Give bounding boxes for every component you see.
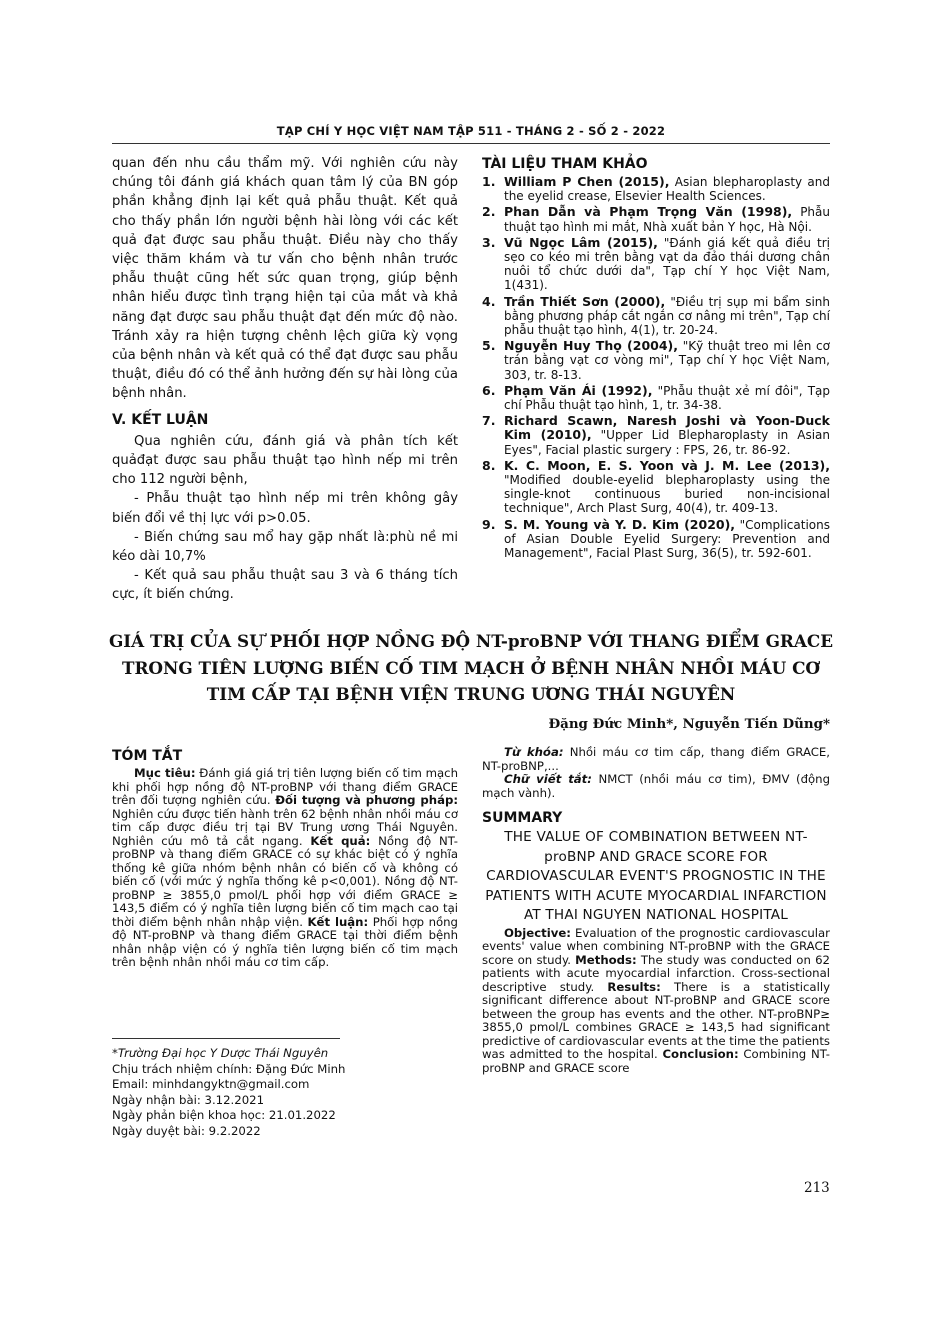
reference-item bbox=[482, 175, 830, 203]
reference-number: 3. bbox=[482, 234, 496, 250]
reference-text: "Upper Lid Blepharoplasty in Asian Eyes", Facial plastic surgery : FPS, 26, tr. 86-92. bbox=[504, 428, 831, 457]
keywords-text: Nhồi máu cơ tim cấp, thang điểm GRACE, NT-proBNP,... bbox=[482, 745, 830, 773]
reference-number: 7. bbox=[482, 413, 496, 429]
footnote-affiliation: *Trường Đại học Y Dược Thái Nguyên bbox=[112, 1046, 329, 1060]
reference-number: 4. bbox=[482, 293, 496, 309]
footnote-rule bbox=[112, 1038, 340, 1039]
reference-authors: Vũ Ngọc Lâm (2015), bbox=[504, 234, 658, 250]
footnotes bbox=[112, 1046, 412, 1140]
reference-item bbox=[482, 459, 830, 516]
objective-label: Mục tiêu: bbox=[134, 766, 196, 780]
conclusion-label: Kết luận: bbox=[307, 914, 369, 929]
reference-authors: Nguyễn Huy Thọ (2004), bbox=[504, 338, 678, 354]
article-authors: Đặng Đức Minh*, Nguyễn Tiến Dũng* bbox=[548, 716, 830, 732]
results-text: Nồng độ NT-proBNP và thang điểm GRACE có sự khác biệt có ý nghĩa thống kê giữa nhóm bệnh nhân có biến cố và không có biến cố (với mức ý nghĩa thống kê p<0,001). Nồng độ NT-proBNP ≥ 3855,0 pmol/L phối hợp với điểm GRACE ≥ 143,5 điểm có ý nghĩa tiên lượng biến cố tim mạch cao tại thời điểm bệnh nhân nhập viện. bbox=[112, 833, 458, 929]
reference-authors: William P Chen (2015), bbox=[504, 174, 670, 189]
article-title: GIÁ TRỊ CỦA SỰ PHỐI HỢP NỒNG ĐỘ NT-proBNP VỚI THANG ĐIỂM GRACE TRONG TIÊN LƯỢNG BIẾN CỐ TIM MẠCH Ở BỆNH NHÂN NHỒI MÁU CƠ TIM CẤP TẠI BỆNH VIỆN TRUNG ƯƠNG THÁI NGUYÊN bbox=[108, 631, 834, 704]
reference-item bbox=[482, 339, 830, 382]
summary-column bbox=[482, 746, 830, 1075]
abstract-body bbox=[112, 767, 458, 970]
reference-item bbox=[482, 518, 830, 561]
summary-conclusion-label: Conclusion: bbox=[662, 1047, 739, 1061]
reference-authors: K. C. Moon, E. S. Yoon và J. M. Lee (2013), bbox=[504, 457, 830, 473]
reference-item bbox=[482, 414, 830, 457]
footnote-corresponding-author: Chịu trách nhiệm chính: Đặng Đức Minh bbox=[112, 1061, 346, 1076]
header-rule bbox=[112, 143, 830, 144]
conclusion-text: Phối hợp nồng độ NT-proBNP và thang điểm GRACE tại thời điểm bệnh nhân nhập viện có ý nghĩa tiên lượng biến cố tim mạch trên bệnh nhân nhồi máu cơ tim cấp. bbox=[112, 914, 458, 969]
summary-objective-label: Objective: bbox=[504, 925, 571, 940]
footnote-review-date: Ngày phản biện khoa học: 21.01.2022 bbox=[112, 1108, 336, 1123]
reference-item bbox=[482, 205, 830, 233]
reference-number: 8. bbox=[482, 457, 496, 473]
abstract-heading: TÓM TẮT bbox=[112, 748, 183, 764]
summary-heading: SUMMARY bbox=[482, 810, 563, 826]
reference-number: 1. bbox=[482, 174, 496, 189]
reference-number: 9. bbox=[482, 516, 496, 532]
reference-item bbox=[482, 295, 830, 338]
conclusion-bullet-1: - Phẫu thuật tạo hình nếp mi trên không gây biến đổi về thị lực với p>0.05. bbox=[112, 491, 458, 526]
reference-text: "Kỹ thuật treo mi lên cơ trán bằng vạt cơ vòng mi", Tạp chí Y học Việt Nam, 303, tr. 8-13. bbox=[504, 339, 830, 382]
reference-text: "Phẫu thuật xẻ mí đôi", Tạp chí Phẫu thuật tạo hình, 1, tr. 34-38. bbox=[504, 383, 830, 413]
methods-text: Nghiên cứu được tiến hành trên 62 bệnh nhân nhồi máu cơ tim cấp được điều trị tại BV Trung ương Thái Nguyên. Nghiên cứu mô tả cắt ngang. bbox=[112, 806, 458, 848]
reference-text: "Điều trị sụp mi bẩm sinh bằng phương pháp cắt ngắn cơ nâng mi trên", Tạp chí phẫu thuật tạo hình, 4(1), tr. 20-24. bbox=[504, 294, 830, 338]
abbreviations-text: NMCT (nhồi máu cơ tim), ĐMV (động mạch vành). bbox=[482, 772, 830, 800]
references-heading: TÀI LIỆU THAM KHẢO bbox=[482, 156, 648, 172]
references-section bbox=[482, 156, 830, 562]
summary-results-text: There is a statistically significant difference about NT-proBNP and GRACE score between the group has events and the other. NT-proBNP≥ 3855,0 pmol/L combines GRACE ≥ 143,5 had significant predictive of cardiovascular events at the time the patients was admitted to the hospital. bbox=[482, 979, 830, 1061]
page-number: 213 bbox=[804, 1180, 830, 1196]
reference-authors: Phạm Văn Ái (1992), bbox=[504, 382, 653, 398]
keywords-label: Từ khóa: bbox=[504, 745, 564, 759]
reference-number: 2. bbox=[482, 204, 496, 220]
summary-objective-text: Evaluation of the prognostic cardiovascular events' value when combining NT-proBNP with the GRACE score on study. bbox=[482, 925, 830, 967]
reference-text: "Đánh giá kết quả điều trị sẹo co kéo mi trên bằng vạt da đảo thái dương chân nuôi tổ chức dưới da", Tạp chí Y học Việt Nam, 1(431). bbox=[504, 235, 830, 293]
conclusion-bullet-2: - Biến chứng sau mổ hay gặp nhất là:phù nề mi kéo dài 10,7% bbox=[112, 529, 458, 565]
reference-text: "Complications of Asian Double Eyelid Surgery: Prevention and Management", Facial Plast Surg, 36(5), tr. 592-601. bbox=[504, 517, 830, 561]
objective-text: Đánh giá giá trị tiên lượng biến cố tim mạch khi phối hợp nồng độ NT-proBNP với thang điểm GRACE trên đối tượng nghiên cứu. bbox=[112, 766, 458, 807]
reference-text: "Modified double-eyelid blepharoplasty using the single-knot continuous buried non-incisional technique", Arch Plast Surg, 40(4), tr. 409-13. bbox=[504, 473, 830, 516]
footnote-email: Email: minhdangyktn@gmail.com bbox=[112, 1077, 310, 1092]
left-column bbox=[112, 154, 458, 605]
summary-title: THE VALUE OF COMBINATION BETWEEN NT-proBNP AND GRACE SCORE FOR CARDIOVASCULAR EVENT'S PROGNOSTIC IN THE PATIENTS WITH ACUTE MYOCARDIAL INFARCTION AT THAI NGUYEN NATIONAL HOSPITAL bbox=[485, 829, 827, 923]
reference-authors: Richard Scawn, Naresh Joshi và Yoon-Duck Kim (2010), bbox=[504, 413, 830, 443]
reference-text: Phẫu thuật tạo hình mi mắt, Nhà xuất bản Y học, Hà Nội. bbox=[504, 205, 830, 234]
abbreviations-label: Chữ viết tắt: bbox=[504, 772, 592, 786]
results-label: Kết quả: bbox=[310, 833, 371, 848]
references-list bbox=[482, 175, 830, 560]
summary-methods-label: Methods: bbox=[575, 952, 637, 967]
footnote-received-date: Ngày nhận bài: 3.12.2021 bbox=[112, 1092, 265, 1107]
reference-number: 6. bbox=[482, 382, 496, 398]
abstract-section bbox=[112, 748, 458, 970]
reference-authors: Phan Dẫn và Phạm Trọng Văn (1998), bbox=[504, 204, 793, 220]
reference-authors: Trần Thiết Sơn (2000), bbox=[504, 293, 666, 309]
reference-item bbox=[482, 384, 830, 412]
reference-item bbox=[482, 236, 830, 293]
reference-number: 5. bbox=[482, 338, 496, 354]
conclusion-bullet-3: - Kết quả sau phẫu thuật sau 3 và 6 tháng tích cực, ít biến chứng. bbox=[112, 568, 458, 603]
summary-conclusion-text: Combining NT-proBNP and GRACE score bbox=[482, 1047, 830, 1075]
journal-header: TẠP CHÍ Y HỌC VIỆT NAM TẬP 511 - THÁNG 2 - SỐ 2 - 2022 bbox=[276, 124, 666, 138]
discussion-paragraph: quan đến nhu cầu thẩm mỹ. Với nghiên cứu này chúng tôi đánh giá khách quan tâm lý của BN góp phần khẳng định lại kết quả phẫu thuật. Kết quả cho thấy phần lớn người bệnh hài lòng với các kết quả đạt được sau phẫu thuật. Điều này cho thấy việc thăm khám và tư vấn cho bệnh nhân trước phẫu thuật cũng hết sức quan trọng, giúp bệnh nhân hiểu được tình trạng hiện tại của mắt và khả năng đạt được sau phẫu thuật đạt đến mức độ nào. Tránh xảy ra hiện tượng chênh lệch giữa kỳ vọng của bệnh nhân và kết quả có thể đạt được sau phẫu thuật, điều đó có thể ảnh hưởng đến sự hài lòng của bệnh nhân. bbox=[112, 156, 458, 402]
reference-authors: S. M. Young và Y. D. Kim (2020), bbox=[504, 516, 736, 532]
conclusion-heading: V. KẾT LUẬN bbox=[112, 411, 209, 428]
footnote-accepted-date: Ngày duyệt bài: 9.2.2022 bbox=[112, 1123, 261, 1138]
reference-text: Asian blepharoplasty and the eyelid crease, Elsevier Health Sciences. bbox=[504, 175, 830, 204]
summary-results-label: Results: bbox=[607, 979, 661, 994]
summary-methods-text: The study was conducted on 62 patients with acute myocardial infarction. Cross-sectional descriptive study. bbox=[482, 952, 830, 994]
methods-label: Đối tượng và phương pháp: bbox=[275, 793, 458, 807]
conclusion-paragraph: Qua nghiên cứu, đánh giá và phân tích kết quảđạt được sau phẫu thuật tạo hình nếp mi trên cho 112 người bệnh, bbox=[112, 433, 458, 488]
